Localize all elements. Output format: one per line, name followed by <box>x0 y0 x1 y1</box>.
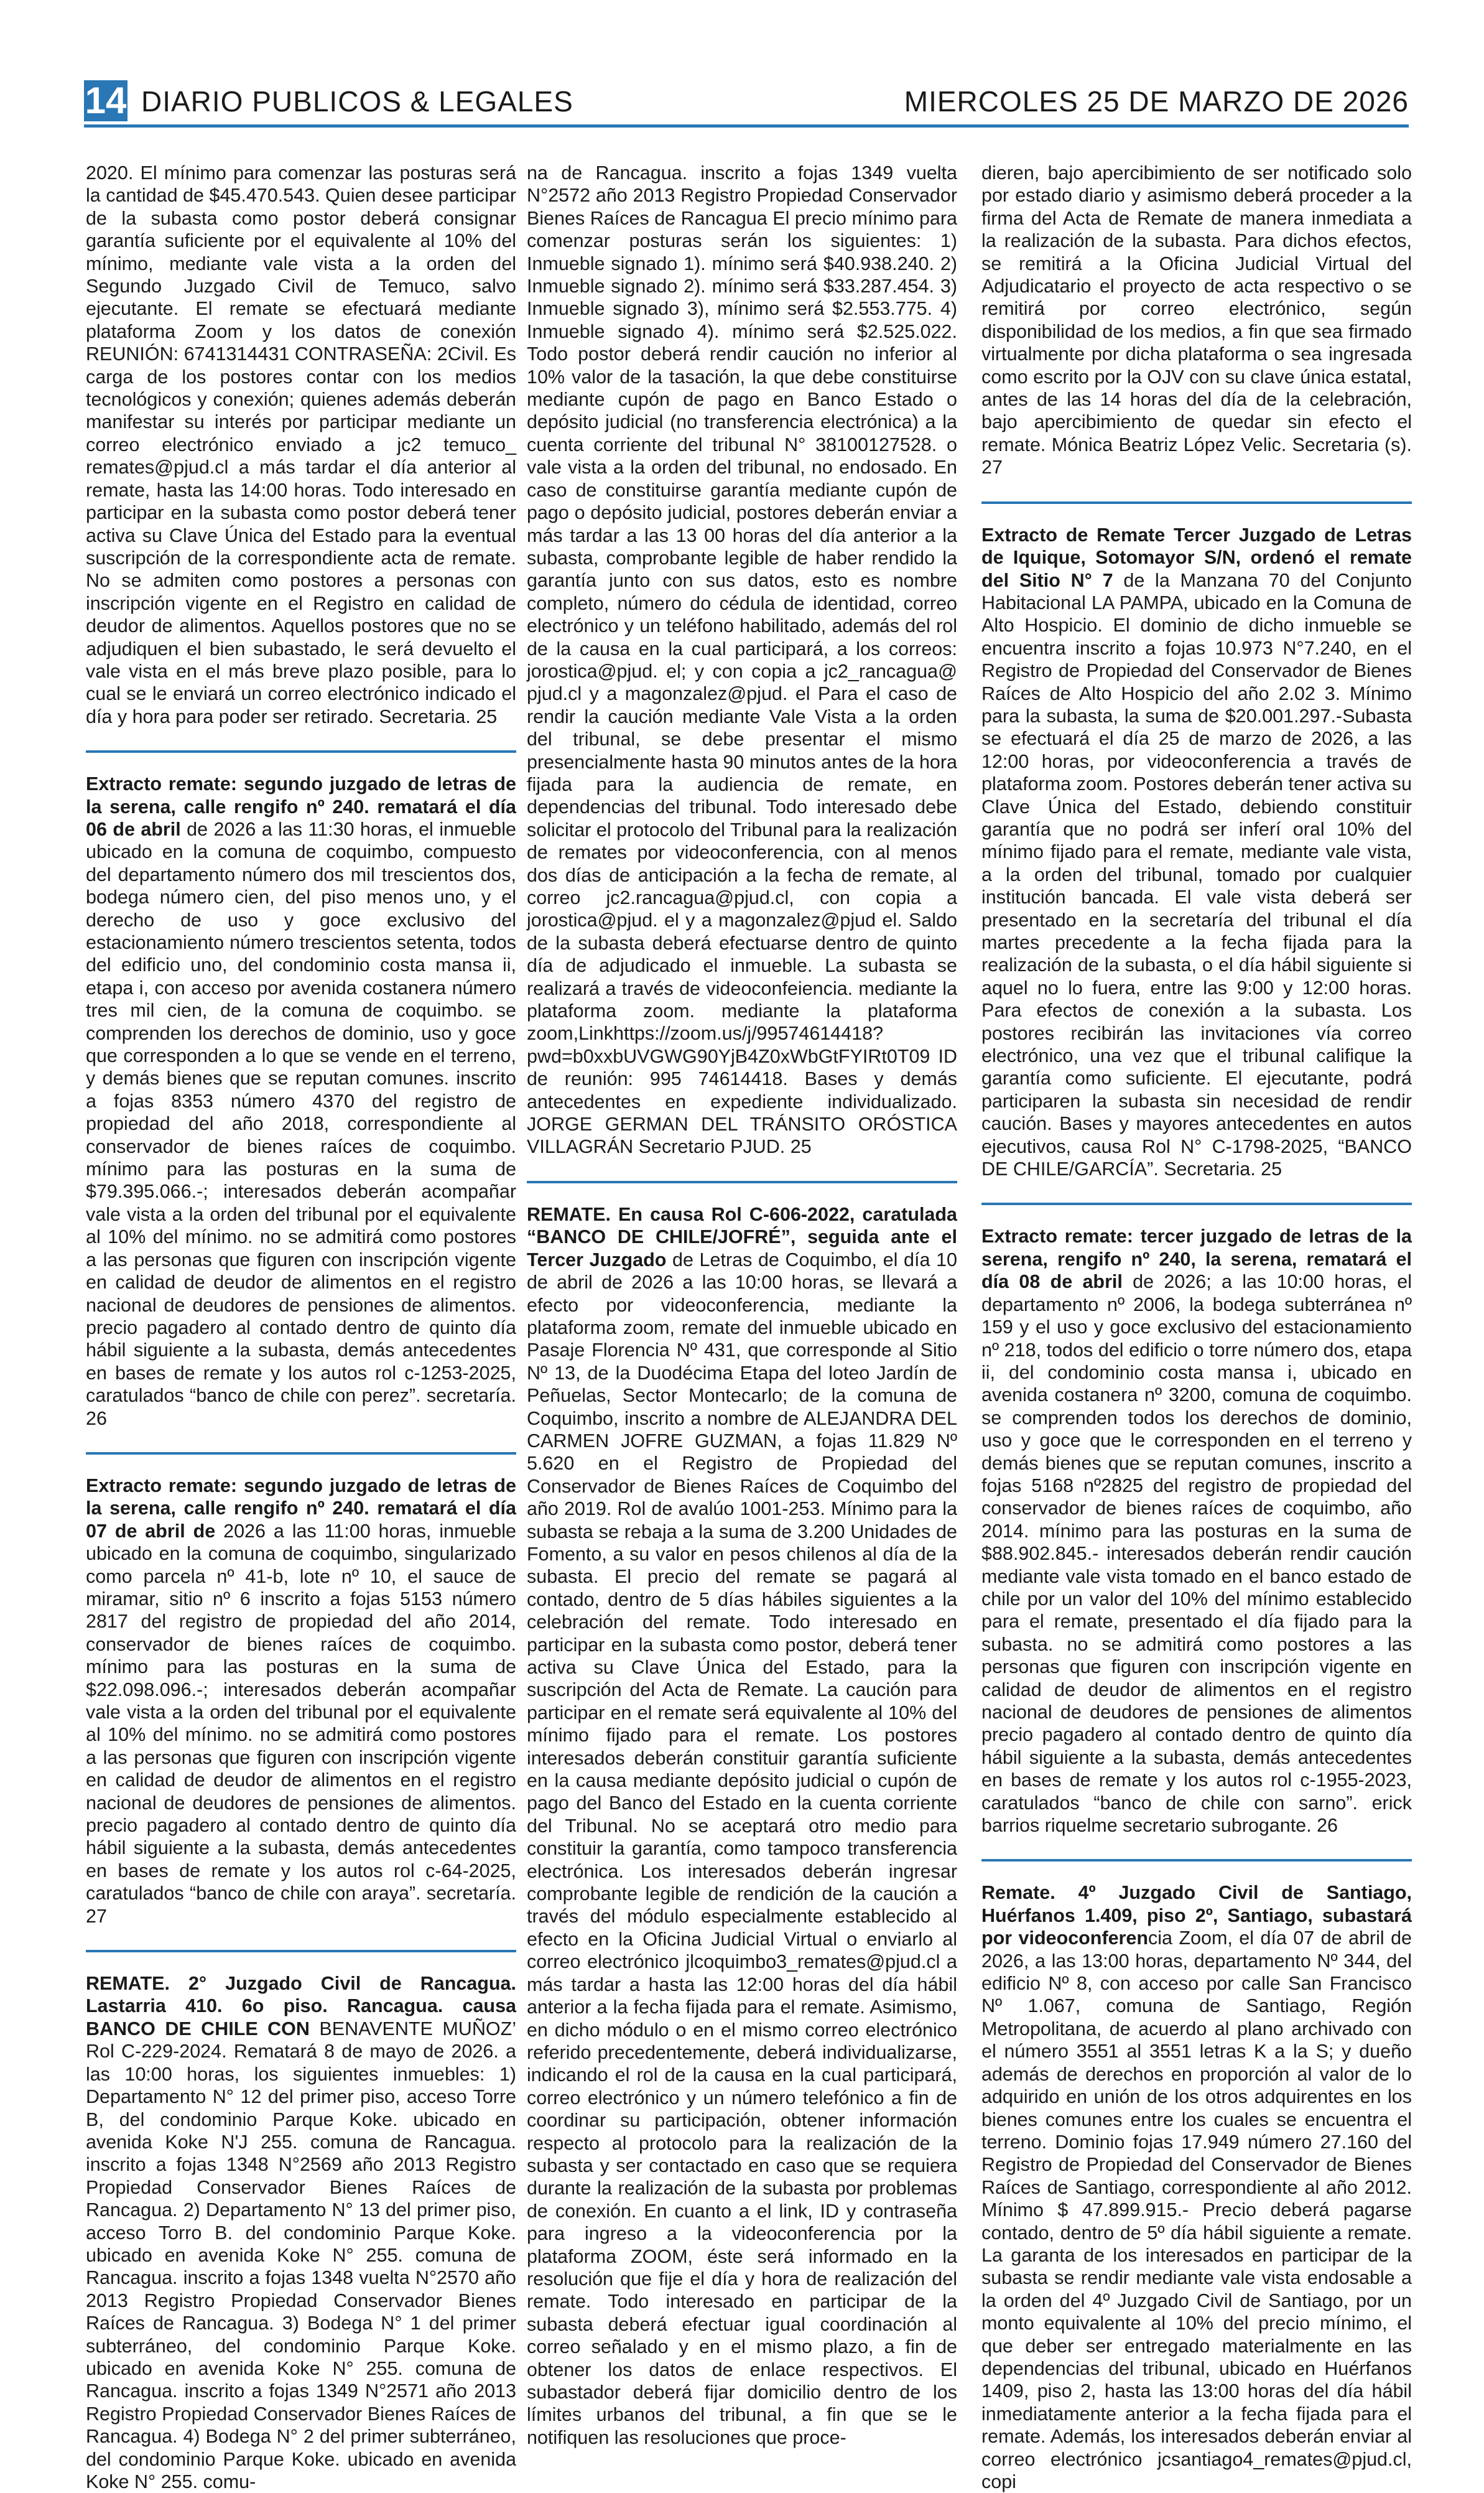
notice-lead: Extracto de Remate Tercer Juzgado de Letras de Iquique, Sotomayor S/N, ordenó el remate del Sitio N° 7 <box>981 524 1412 591</box>
notice-lead: Remate. 4º Juzgado Civil de Santiago, Huérfanos 1.409, piso 2º, Santiago, subastará por videoconferen <box>981 1882 1412 1949</box>
notice-lead: Extracto remate: segundo juzgado de letras de la serena, calle rengifo nº 240. rematará el día 07 de abril de <box>86 1475 516 1542</box>
notice-body: cia Zoom, el día 07 de abril de 2026, a las 13:00 horas, departamento Nº 344, del edificio Nº 8, con acceso por calle San Francisco Nº 1.067, comuna de Santiago, Región Metropolitana, de acuerdo al plano archivado con el número 3551 al 3551 letras K a la S; y dueño además de derechos en proporción al valor de lo adquirido en unión de los otros adquirentes en los bienes comunes entre los cuales se encuentra el terreno. Dominio fojas 17.949 número 27.160 del Registro de Propiedad del Conservador de Bienes Raíces de Santiago, correspondiente al año 2012. Mínimo $ 47.899.915.- Precio deberá pagarse contado, dentro de 5º día hábil siguiente a remate. La garanta de los interesados en participar de la subasta se rendir mediante vale vista endosable a la orden del 4º Juzgado Civil de Santiago, por un monto equivalente al 10% del precio mínimo, el que deber ser entregado materialmente en las dependencias del tribunal, ubicado en Huérfanos 1409, piso 2, hasta las 13:00 horas del día hábil inmediatamente anterior a la fecha fijada para el remate. Además, los interesados deberán enviar al correo electrónico jcsantiago4_remates@pjud.cl, copi <box>981 1927 1412 2492</box>
notice-separator <box>86 1452 516 1455</box>
notice-lead: Extracto remate: segundo juzgado de letras de la serena, calle rengifo nº 240. rematará el día 06 de abril <box>86 773 516 840</box>
header-rule <box>84 124 1409 128</box>
notice-separator <box>981 501 1412 504</box>
notice-lead: REMATE. En causa Rol C-606-2022, caratulada “BANCO DE CHILE/JOFRÉ”, seguida ante el Tercer Juzgado <box>527 1203 957 1270</box>
notice-remate-rancagua <box>86 1972 516 2493</box>
notice-remate-iquique <box>981 524 1412 1181</box>
column-2 <box>527 162 958 2448</box>
notice-separator <box>86 750 516 753</box>
notice-continuation: na de Rancagua. inscrito a fojas 1349 vuelta N°2572 año 2013 Registro Propiedad Conservador Bienes Raíces de Rancagua El precio mínimo para comenzar posturas serán los siguientes: 1) Inmueble signado 1). mínimo será $40.938.240. 2) Inmueble signado 2). mínimo será $33.287.454. 3) Inmueble signado 3), mínimo será $2.553.775. 4) Inmueble signado 4). mínimo será $2.525.022. Todo postor deberá rendir caución no inferior al 10% valor de la tasación, la que debe constituirse mediante cupón de pago en Banco Estado o depósito judicial (no transferencia electrónica) a la cuenta corriente del tribunal N° 38100127528. o vale vista a la orden del tribunal, no endosado. En caso de constituirse garantía mediante cupón de pago o depósito judicial, postores deberán enviar a más tardar a las 13 00 horas del día anterior a la subasta, comprobante legible de haber rendido la garantía junto con sus datos, esto es nombre completo, número do cédula de identidad, correo electrónico y un teléfono habilitado, además del rol de la causa en la cual participará, a los correos: jorostica@pjud. el; y con copia a jc2_rancagua@ pjud.cl y a magonzalez@pjud. el Para el caso de rendir la caución mediante Vale Vista a la orden del tribunal, se debe presentar el mismo presencialmente hasta 90 minutos antes de la hora fijada para la audiencia de remate, en dependencias del tribunal. Todo interesado debe solicitar el protocolo del Tribunal para la realización de remates por videoconferencia, con al menos dos días de anticipación a la fecha de remate, al correo jc2.rancagua@pjud.cl, con copia a jorostica@pjud. el y a magonzalez@pjud el. Saldo de la subasta deberá efectuarse dentro de quinto día de adjudicado el inmueble. La subasta se realizará a través de videoconfeiencia. mediante la plataforma zoom. mediante la plataforma zoom,Linkhttps://zoom.us/j/99574614418?pwd=b0xxbUVGWG90YjB4Z0xWbGtFYIRt0T09 ID de reunión: 995 74614418. Bases y demás antecedentes en expediente individualizado. JORGE GERMAN DEL TRÁNSITO ORÓSTICA VILLAGRÁN Secretario PJUD. 25 <box>527 162 957 1158</box>
notice-body: de 2026; a las 10:00 horas, el departamento nº 2006, la bodega subterránea nº 159 y el uso y goce exclusivo del estacionamiento nº 218, todos del edificio o torre número dos, etapa ii, del condominio costa mansa i, ubicado en avenida costanera nº 3200, comuna de coquimbo. se comprenden todos los derechos de dominio, uso y goce que le corresponden en el terreno y demás bienes que se reputan comunes, inscrito a fojas 5168 nº2825 del registro de propiedad del conservador de bienes raíces de coquimbo, año 2014. mínimo para las posturas en la suma de $88.902.845.- interesados deberán rendir caución mediante vale vista tomado en el banco estado de chile por un valor del 10% del mínimo establecido para el remate, presentado el día fijado para la subasta. no se admitirá como postores a las personas que figuren con inscripción vigente en calidad de deudor de alimentos en el registro nacional de deudores de pensiones de alimentos precio pagadero al contado dentro de quinto día hábil siguiente a la subasta, demás antecedentes en bases de remate y los autos rol c-1955-2023, caratulados “banco de chile con sarno”. erick barrios riquelme secretario subrogante. 26 <box>981 1271 1412 1837</box>
notice-lead: REMATE. 2° Juzgado Civil de Rancagua. Lastarria 410. 6o piso. Rancagua. causa BANCO DE CHILE CON <box>86 1973 516 2039</box>
column-1 <box>86 162 516 2492</box>
notice-remate-coquimbo-jofre <box>527 1203 957 2449</box>
notice-separator <box>981 1203 1412 1205</box>
notice-remate-serena-08-abril <box>981 1225 1412 1837</box>
notice-lead: Extracto remate: tercer juzgado de letras de la serena, rengifo nº 240, la serena, rematará el día 08 de abril <box>981 1226 1412 1293</box>
page-number: 14 <box>85 80 127 121</box>
notice-body: 2026 a las 11:00 horas, inmueble ubicado en la comuna de coquimbo, singularizado como parcela nº 41-b, lote nº 10, el sauce de miramar, sitio nº 6 inscrito a fojas 5153 número 2817 del registro de propiedad del año 2014, conservador de bienes raíces de coquimbo. mínimo para las posturas en la suma de $22.098.096.-; interesados deberán acompañar vale vista a la orden del tribunal por el equivalente al 10% del mínimo. no se admitirá como postores a las personas que figuren con inscripción vigente en calidad de deudor de alimentos en el registro nacional de deudores de pensiones de alimentos. precio pagadero al contado dentro de quinto día hábil siguiente a la subasta, demás antecedentes en bases de remate y los autos rol c-64-2025, caratulados “banco de chile con araya”. secretaría. 27 <box>86 1520 516 1927</box>
newspaper-title: DIARIO PUBLICOS & LEGALES <box>141 85 573 118</box>
notice-separator <box>527 1181 957 1183</box>
notice-separator <box>981 1859 1412 1862</box>
column-3 <box>981 162 1412 2492</box>
notice-remate-serena-07-abril <box>86 1475 516 1927</box>
notice-body: de Letras de Coquimbo, el día 10 de abril de 2026 a las 10:00 horas, se llevará a efecto por videoconferencia, mediante la plataforma zoom, remate del inmueble ubicado en Pasaje Florencia Nº 431, que corresponde al Sitio Nº 13, de la Duodécima Etapa del loteo Jardín de Peñuelas, Sector Montecarlo; de la comuna de Coquimbo, inscrito a nombre de ALEJANDRA DEL CARMEN JOFRE GUZMAN, a fojas 11.829 Nº 5.620 en el Registro de Propiedad del Conservador de Bienes Raíces de Coquimbo del año 2019. Rol de avalúo 1001-253. Mínimo para la subasta se rebaja a la suma de 3.200 Unidades de Fomento, a su valor en pesos chilenos al día de la subasta. El precio del remate se pagará al contado, dentro de 5 días hábiles siguientes a la celebración del remate. Todo interesado en participar en la subasta como postor, deberá tener activa su Clave Única del Estado, para la suscripción del Acta de Remate. La caución para participar en el remate será equivalente al 10% del mínimo fijado para el remate. Los postores interesados deberán constituir garantía suficiente en la causa mediante depósito judicial o cupón de pago del Banco del Estado en la cuenta corriente del Tribunal. No se aceptará otro medio para constituir la garantía, como tampoco transferencia electrónica. Los interesados deberán ingresar comprobante legible de rendición de la caución a través del módulo especialmente establecido al efecto en la Oficina Judicial Virtual o enviarlo al correo electrónico jlcoquimbo3_remates@pjud.cl a más tardar a hasta las 12:00 horas del día hábil anterior a la fecha fijada para el remate. Asimismo, en dicho módulo o en el mismo correo electrónico referido precedentemente, deberá individualizarse, indicando el rol de la causa en la cual participará, correo electrónico y un número telefónico a fin de coordinar su participación, obtener información respecto al protocolo para la realización de la subasta y ser contactado en caso que se requiera durante la realización de la subasta por problemas de conexión. En cuanto a el link, ID y contraseña para ingreso a la videoconferencia por la plataforma ZOOM, éste será informado en la resolución que fije el día y hora de realización del remate. Todo interesado en participar de la subasta deberá efectuar igual coordinación al correo señalado y en el mismo plazo, a fin de obtener los datos de enlace respectivos. El subastador deberá fijar domicilio dentro de los límites urbanos del tribunal, a fin que se le notifiquen las resoluciones que proce- <box>527 1249 958 2448</box>
page-header <box>84 78 1409 123</box>
notice-remate-serena-06-abril <box>86 773 516 1430</box>
issue-date: MIERCOLES 25 DE MARZO DE 2026 <box>904 85 1409 118</box>
notice-remate-santiago <box>981 1881 1412 2493</box>
notice-body: de 2026 a las 11:30 horas, el inmueble ubicado en la comuna de coquimbo, compuesto del departamento número dos mil trescientos dos, bodega número cien, del piso menos uno, y el derecho de uso y goce exclusivo del estacionamiento número trescientos setenta, todos del edificio uno, del condominio costa mansa ii, etapa i, con acceso por avenida costanera número tres mil cien, de la comuna de coquimbo. se comprenden los derechos de dominio, uso y goce que corresponden a lo que se vende en el terreno, y demás bienes que se reputan comunes. inscrito a fojas 8353 número 4370 del registro de propiedad del año 2018, correspondiente al conservador de bienes raíces de coquimbo. mínimo para las posturas en la suma de $79.395.066.-; interesados deberán acompañar vale vista a la orden del tribunal por el equivalente al 10% del mínimo. no se admitirá como postores a las personas que figuren con inscripción vigente en calidad de deudor de alimentos en el registro nacional de deudores de pensiones de alimentos. precio pagadero al contado dentro de quinto día hábil siguiente a la subasta, demás antecedentes en bases de remate y los autos rol c-1253-2025, caratulados “banco de chile con perez”. secretaría. 26 <box>86 818 516 1429</box>
notice-continuation: 2020. El mínimo para comenzar las posturas será la cantidad de $45.470.543. Quien desee participar de la subasta como postor deberá consignar garantía suficiente por el equivalente al 10% del mínimo, mediante vale vista a la orden del Segundo Juzgado Civil de Temuco, salvo ejecutante. El remate se efectuará mediante plataforma Zoom y los datos de conexión REUNIÓN: 6741314431 CONTRASEÑA: 2Civil. Es carga de los postores contar con los medios tecnológicos y conexión; quienes además deberán manifestar su interés por participar mediante un correo electrónico enviado a jc2 temuco_ remates@pjud.cl a más tardar el día anterior al remate, hasta las 14:00 horas. Todo interesado en participar en la subasta como postor deberá tener activa su Clave Única del Estado para la eventual suscripción de la correspondiente acta de remate. No se admiten como postores a personas con inscripción vigente en el Registro en calidad de deudor de alimentos. Aquellos postores que no se adjudiquen el bien subastado, le será devuelto el vale vista en el más breve plazo posible, para lo cual se le enviará un correo electrónico indicado el día y hora para poder ser retirado. Secretaria. 25 <box>86 162 516 727</box>
notice-body: BENAVENTE MUÑOZ’ Rol C-229-2024. Rematará 8 de mayo de 2026. a las 10:00 horas, los siguientes inmuebles: 1) Departamento N° 12 del primer piso, acceso Torre B, del condominio Parque Koke. ubicado en avenida Koke N'J 255. comuna de Rancagua. inscrito a fojas 1348 N°2569 año 2013 Registro Propiedad Conservador Bienes Raíces de Rancagua. 2) Departamento N° 13 del primer piso, acceso Torro B. del condominio Parque Koke. ubicado en avenida Koke N° 255. comuna de Rancagua. inscrito a fojas 1348 vuelta N°2570 año 2013 Registro Propiedad Conservador Bienes Raíces de Rancagua. 3) Bodega N° 1 del primer subterráneo, del condominio Parque Koke. ubicado en avenida Koke N° 255. comuna de Rancagua. inscrito a fojas 1349 N°2571 año 2013 Registro Propiedad Conservador Bienes Raíces de Rancagua. 4) Bodega N° 2 del primer subterráneo, del condominio Parque Koke. ubicado en avenida Koke N° 255. comu- <box>86 2018 516 2492</box>
notice-body: de la Manzana 70 del Conjunto Habitacional LA PAMPA, ubicado en la Comuna de Alto Hospicio. El dominio de dicho inmueble se encuentra inscrito a fojas 10.973 N°7.240, en el Registro de Propiedad del Conservador de Bienes Raíces de Alto Hospicio del año 2.02 3. Mínimo para la subasta, la suma de $20.001.297.-Subasta se efectuará el día 25 de marzo de 2026, a las 12:00 horas, por videoconferencia a través de plataforma zoom. Postores deberán tener activa su Clave Única del Estado, debiendo constituir garantía que no podrá ser inferí oral 10% del mínimo fijado para el remate, mediante vale vista, a la orden del tribunal, tomado por cualquier institución bancada. El vale vista deberá ser presentado en la secretaría del tribunal el día martes precedente a la fecha fijada para la realización de la subasta, o el día hábil siguiente si aquel no lo fuera, entre las 9:00 y 12:00 horas. Para efectos de conexión a la subasta. Los postores recibirán las invitaciones vía correo electrónico, una vez que el tribunal califique la garantía como suficiente. El ejecutante, podrá participaren la subasta sin necesidad de rendir caución. Bases y mayores antecedentes en autos ejecutivos, causa Rol N° C-1798-2025, “BANCO DE CHILE/GARCÍA”. Secretaria. 25 <box>981 569 1412 1180</box>
notice-separator <box>86 1950 516 1952</box>
notice-continuation: dieren, bajo apercibimiento de ser notificado solo por estado diario y asimismo deberá proceder a la firma del Acta de Remate de manera inmediata a la realización de la subasta. Para dichos efectos, se remitirá a la Oficina Judicial Virtual del Adjudicatario el proyecto de acta respectivo o se remitirá por correo electrónico, según disponibilidad de los medios, a fin que sea firmado virtualmente por dicha plataforma o sea ingresada como escrito por la OJV con su clave única estatal, antes de las 14 horas del día de la celebración, bajo apercibimiento de quedar sin efecto el remate. Mónica Beatriz López Velic. Secretaria (s). 27 <box>981 162 1412 478</box>
